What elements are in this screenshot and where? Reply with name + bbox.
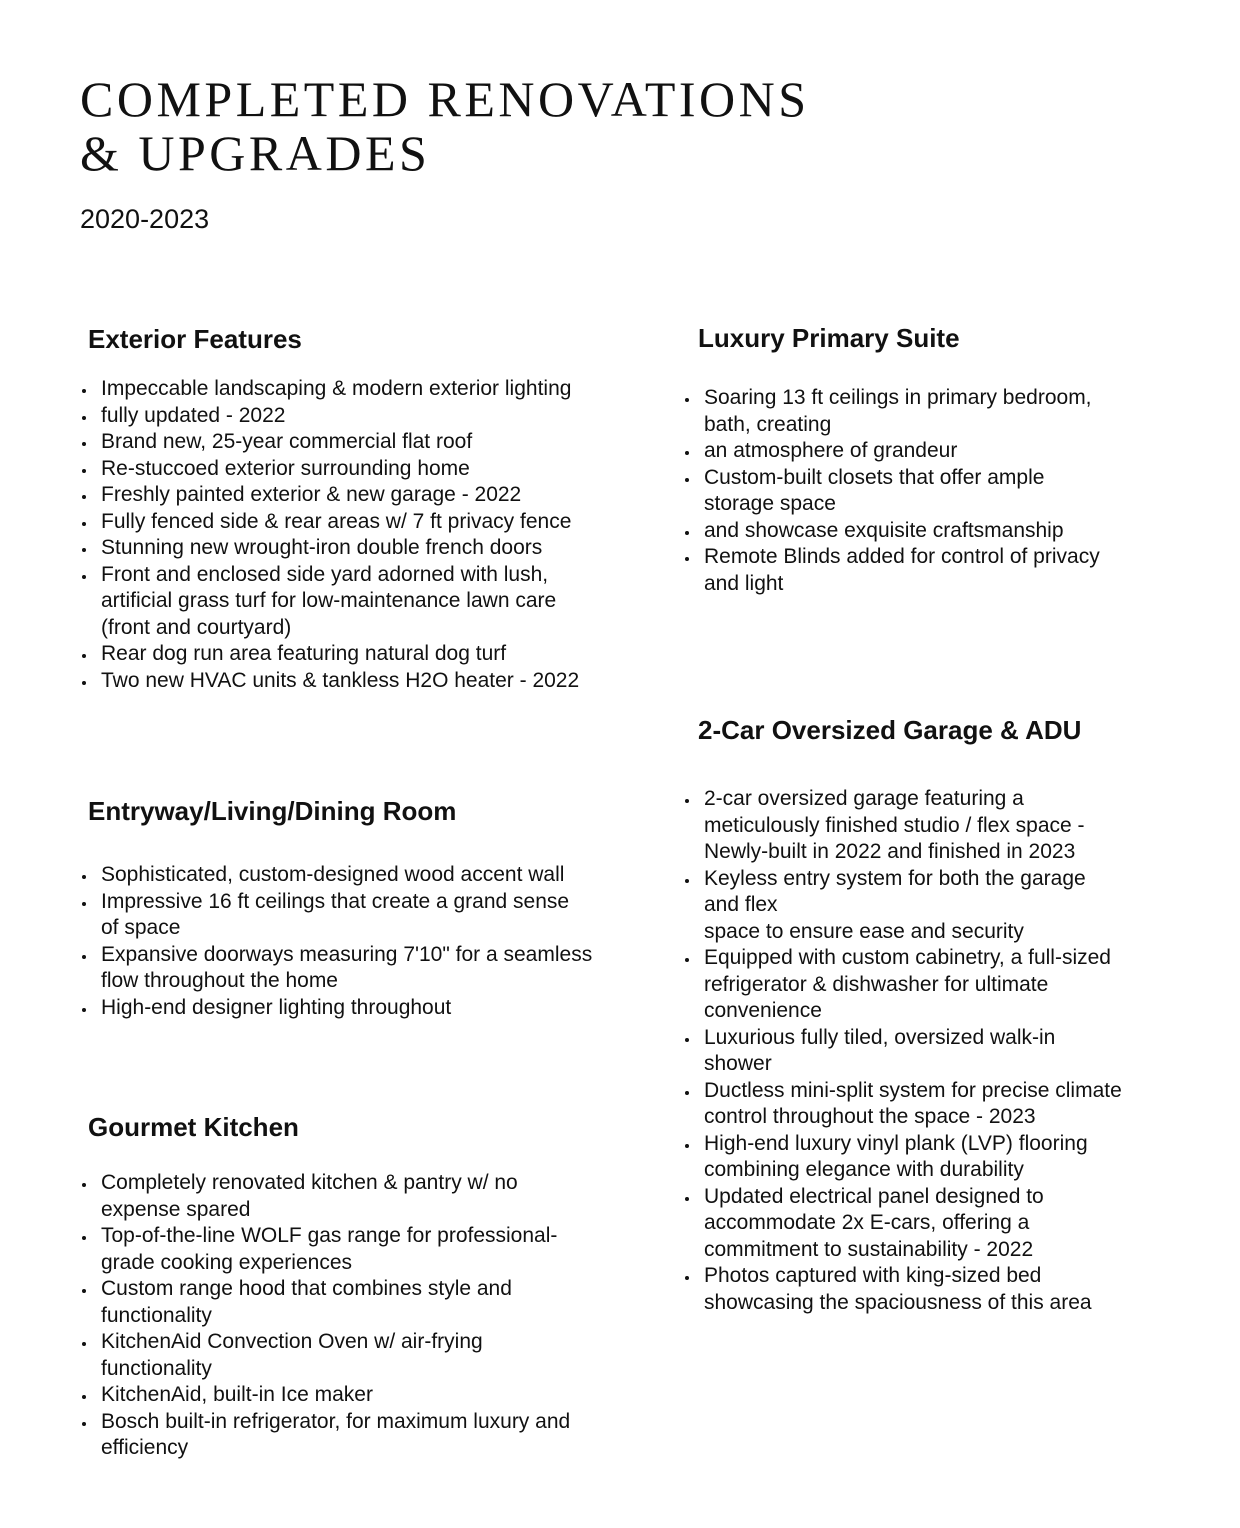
feature-list	[683, 786, 1183, 1316]
list-item-text: Equipped with custom cabinetry, a full-sized refrigerator & dishwasher for ultimate convenience	[704, 946, 1111, 1022]
list-item	[80, 889, 640, 942]
list-item	[80, 1329, 640, 1382]
section-heading: Entryway/Living/Dining Room	[88, 796, 457, 826]
list-item-text: an atmosphere of grandeur	[704, 439, 958, 462]
list-item-text: High-end designer lighting throughout	[101, 995, 452, 1019]
list-item	[80, 1409, 640, 1462]
list-item	[683, 1078, 1183, 1131]
section-exterior-features	[80, 323, 640, 694]
page-title	[80, 72, 810, 180]
list-item-text: Remote Blinds added for control of privacy and light	[704, 545, 1100, 595]
list-item	[683, 438, 1183, 465]
section-heading: Gourmet Kitchen	[88, 1112, 299, 1142]
list-item-text: KitchenAid Convection Oven w/ air-frying functionality	[101, 1330, 483, 1380]
list-item	[80, 535, 640, 562]
section-heading: Exterior Features	[88, 324, 302, 354]
list-item-text: Expansive doorways measuring 7'10" for a seamless flow throughout the home	[101, 942, 593, 992]
section-heading: Luxury Primary Suite	[698, 323, 960, 353]
feature-list	[80, 1170, 640, 1462]
list-item-text: KitchenAid, built-in Ice maker	[101, 1383, 373, 1406]
list-item-text: Fully fenced side & rear areas w/ 7 ft privacy fence	[101, 509, 572, 533]
list-item	[683, 1263, 1183, 1316]
list-item	[80, 376, 640, 403]
list-item	[80, 668, 640, 695]
list-item-text: Front and enclosed side yard adorned with lush, artificial grass turf for low-maintenance lawn care (front and courtyard)	[101, 562, 557, 639]
feature-list	[683, 385, 1183, 597]
list-item-text: Luxurious fully tiled, oversized walk-in shower	[704, 1025, 1056, 1075]
list-item-text: Keyless entry system for both the garage and flex space to ensure ease and security	[704, 866, 1086, 943]
feature-list	[80, 376, 640, 694]
list-item	[80, 429, 640, 456]
list-item-text: Ductless mini-split system for precise climate control throughout the space - 2023	[704, 1078, 1122, 1128]
list-item-text: Stunning new wrought-iron double french doors	[101, 536, 543, 559]
list-item-text: Freshly painted exterior & new garage - 2022	[101, 483, 522, 506]
date-range: 2020-2023	[80, 204, 210, 234]
list-item-text: Updated electrical panel designed to accommodate 2x E-cars, offering a commitment to sustainability - 2022	[704, 1184, 1044, 1261]
list-item	[683, 945, 1183, 1025]
list-item-text: Photos captured with king-sized bed showcasing the spaciousness of this area	[704, 1264, 1092, 1314]
list-item-text: Top-of-the-line WOLF gas range for professional- grade cooking experiences	[101, 1224, 558, 1274]
list-item	[683, 1184, 1183, 1264]
list-item	[80, 641, 640, 668]
list-item-text: Completely renovated kitchen & pantry w/ no expense spared	[101, 1171, 518, 1221]
list-item	[683, 544, 1183, 597]
list-item-text: Impeccable landscaping & modern exterior lighting	[101, 377, 572, 400]
list-item-text: Brand new, 25-year commercial flat roof	[101, 430, 473, 453]
list-item	[683, 518, 1183, 545]
list-item	[80, 995, 640, 1022]
list-item	[683, 385, 1183, 438]
list-item	[80, 862, 640, 889]
list-item	[683, 786, 1183, 866]
section-gourmet-kitchen	[80, 1111, 640, 1462]
list-item	[80, 509, 640, 536]
list-item-text: fully updated - 2022	[101, 403, 286, 427]
page-title-line-2: & UPGRADES	[80, 125, 431, 181]
list-item	[683, 1131, 1183, 1184]
list-item	[80, 456, 640, 483]
list-item	[80, 942, 640, 995]
section-heading: 2-Car Oversized Garage & ADU	[698, 715, 1082, 745]
list-item-text: Custom-built closets that offer ample storage space	[704, 465, 1045, 515]
section-entryway-living-dining	[80, 795, 640, 1021]
list-item	[80, 1170, 640, 1223]
list-item	[80, 1382, 640, 1409]
page-title-line-1: COMPLETED RENOVATIONS	[80, 71, 810, 127]
list-item	[683, 465, 1183, 518]
list-item-text: and showcase exquisite craftsmanship	[704, 518, 1064, 542]
list-item-text: Impressive 16 ft ceilings that create a grand sense of space	[101, 889, 570, 939]
section-garage-adu	[683, 714, 1183, 1316]
list-item-text: 2-car oversized garage featuring a meticulously finished studio / flex space - Newly-built in 2022 and finished in 2023	[704, 787, 1085, 863]
list-item-text: Two new HVAC units & tankless H2O heater - 2022	[101, 668, 580, 692]
section-luxury-primary-suite	[683, 322, 1183, 597]
list-item-text: Re-stuccoed exterior surrounding home	[101, 456, 470, 480]
list-item-text: Custom range hood that combines style and functionality	[101, 1277, 512, 1327]
feature-list	[80, 862, 640, 1021]
list-item	[80, 562, 640, 642]
list-item-text: High-end luxury vinyl plank (LVP) flooring combining elegance with durability	[704, 1131, 1088, 1181]
list-item-text: Sophisticated, custom-designed wood accent wall	[101, 863, 565, 886]
list-item	[80, 1276, 640, 1329]
list-item	[683, 1025, 1183, 1078]
list-item	[80, 1223, 640, 1276]
list-item	[683, 866, 1183, 946]
list-item-text: Bosch built-in refrigerator, for maximum luxury and efficiency	[101, 1409, 571, 1459]
list-item	[80, 482, 640, 509]
list-item-text: Soaring 13 ft ceilings in primary bedroom, bath, creating	[704, 386, 1092, 436]
list-item	[80, 403, 640, 430]
list-item-text: Rear dog run area featuring natural dog turf	[101, 642, 507, 665]
